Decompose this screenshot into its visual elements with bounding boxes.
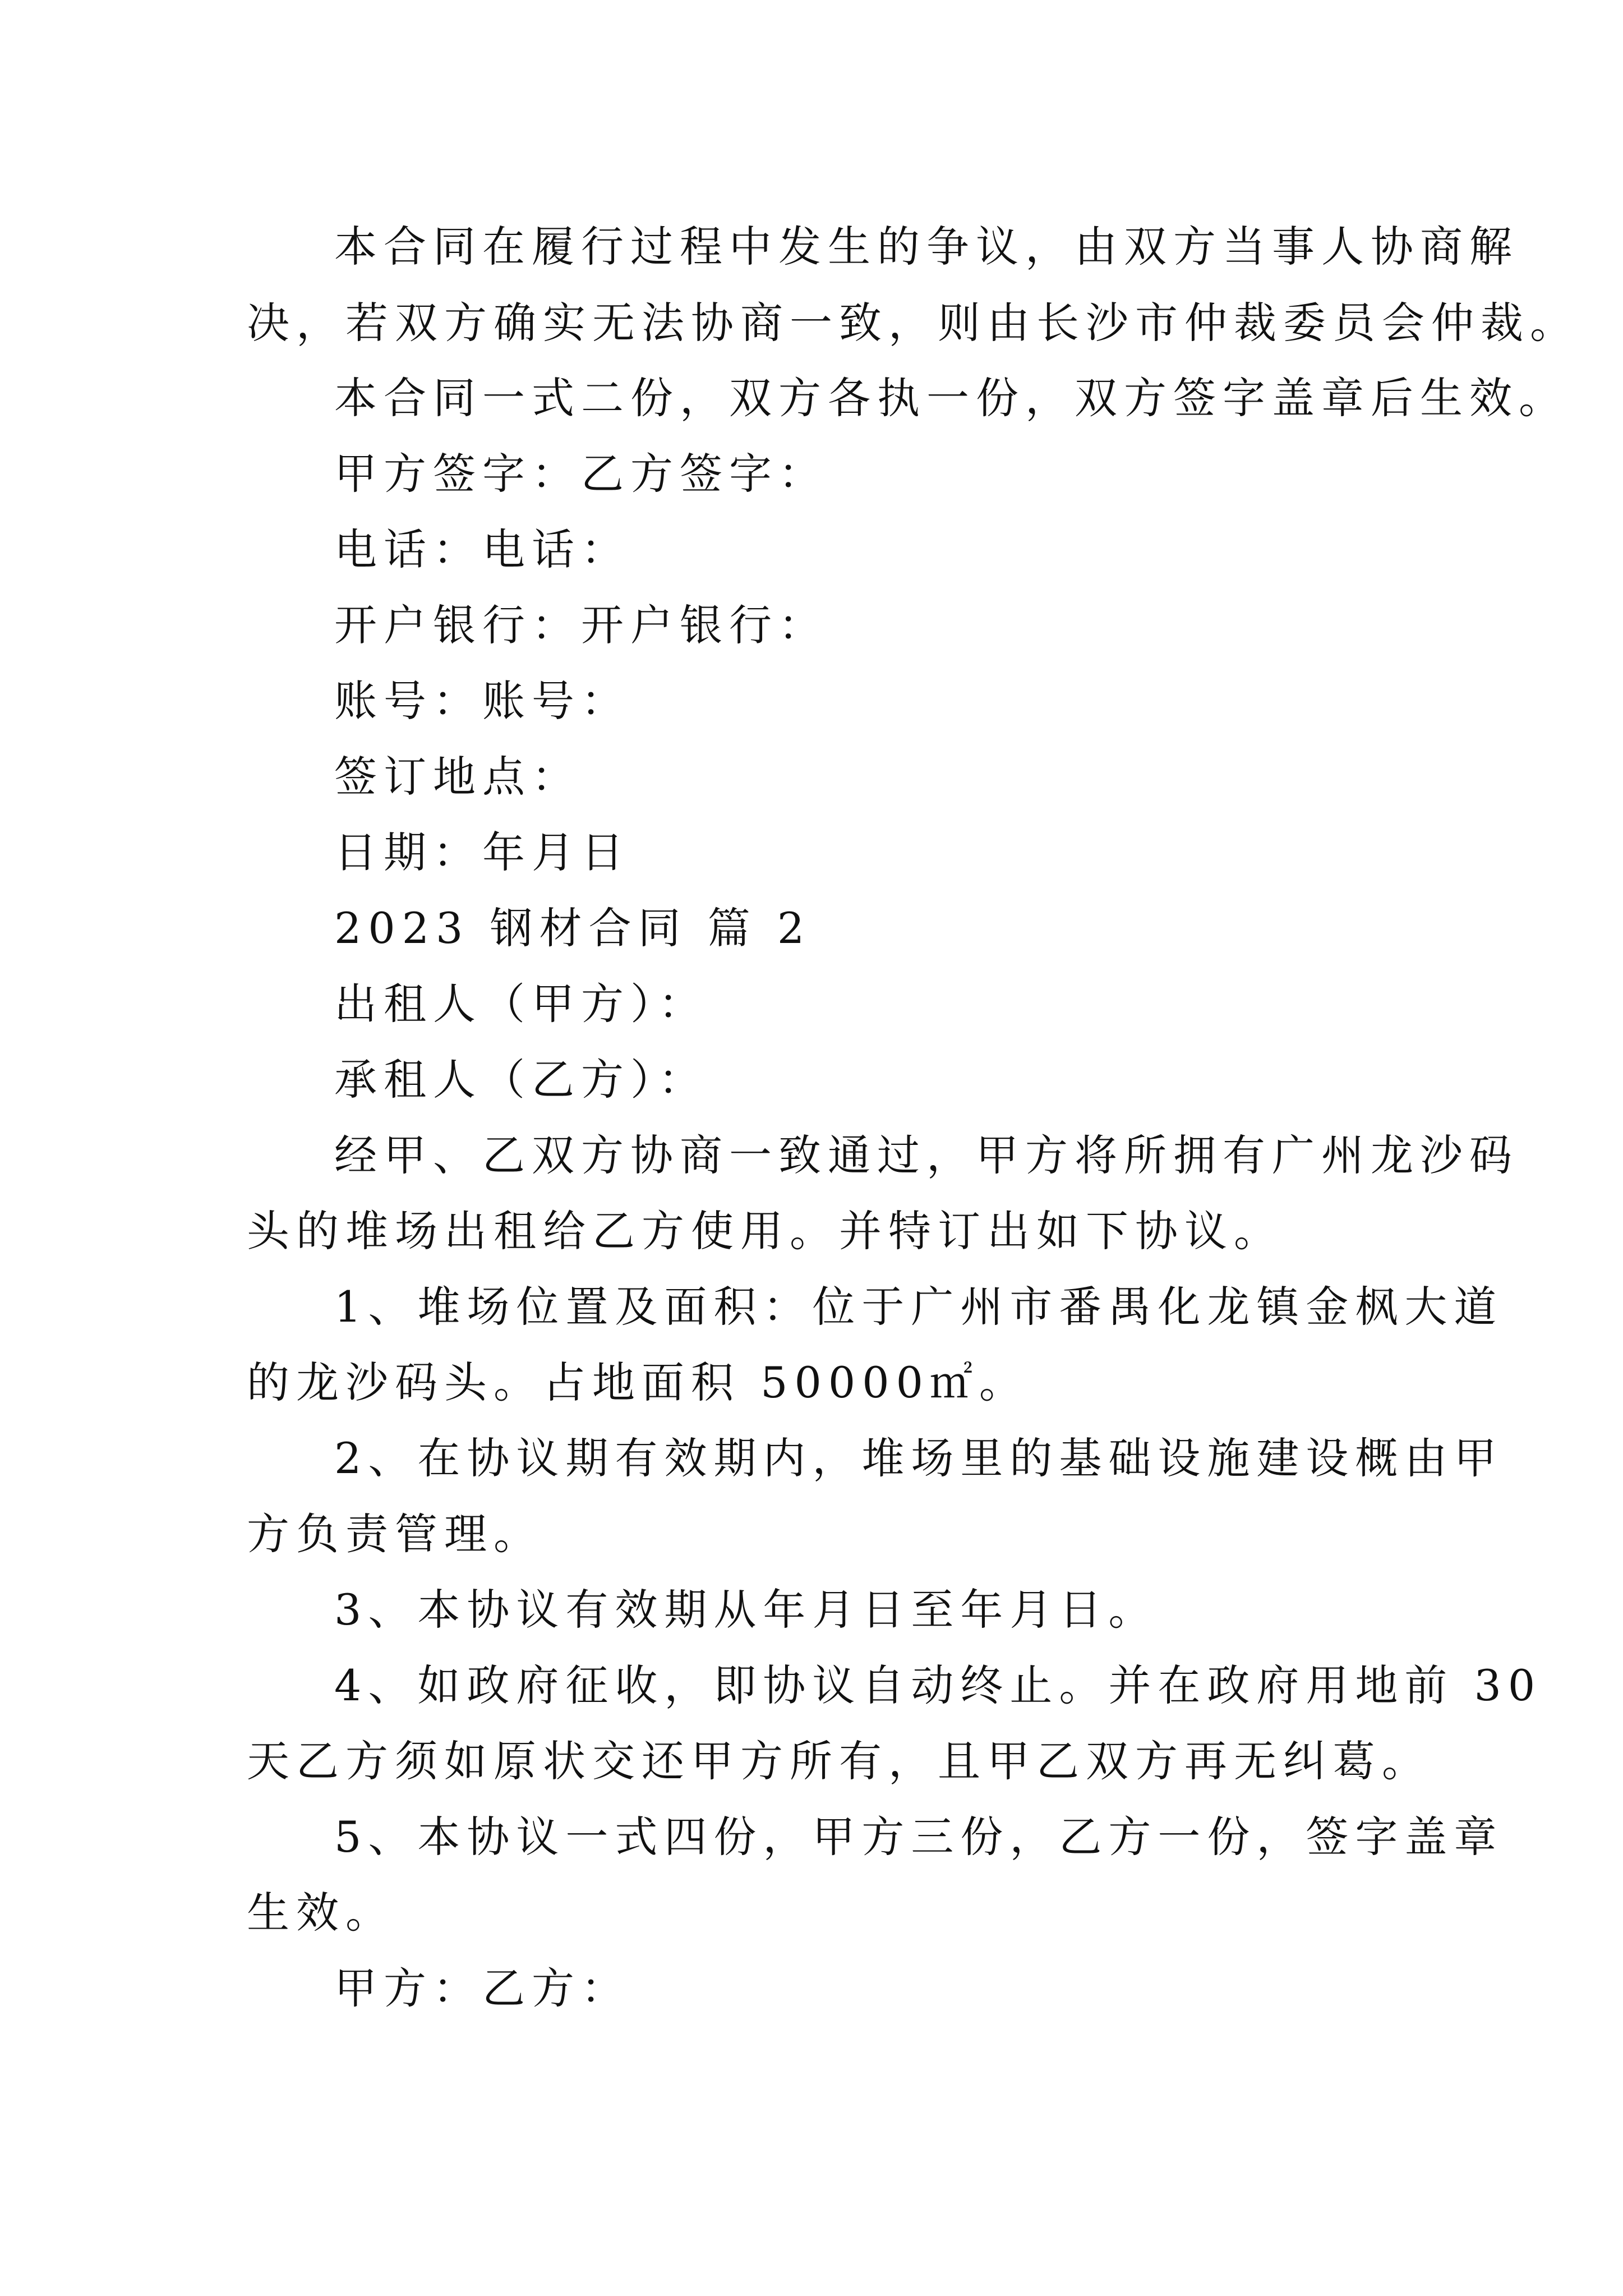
section-heading: 2023 钢材合同 篇 2 [334, 903, 811, 953]
lessee-line: 承租人（乙方）： [334, 1055, 708, 1105]
clause-line: 5、本协议一式四份，甲方三份，乙方一份，签字盖章 [334, 1812, 1504, 1862]
account-line: 账号：账号： [334, 676, 630, 726]
phone-line: 电话：电话： [334, 524, 630, 574]
signing-place-line: 签订地点： [334, 752, 581, 802]
clause-line: 3、本协议有效期从年月日至年月日。 [334, 1585, 1158, 1635]
date-line: 日期：年月日 [334, 827, 630, 877]
paragraph-line: 头的堆场出租给乙方使用。并特订出如下协议。 [247, 1206, 1283, 1256]
paragraph-line: 经甲、乙双方协商一致通过，甲方将所拥有广州龙沙码 [334, 1130, 1519, 1180]
bank-line: 开户银行：开户银行： [334, 600, 828, 650]
paragraph-line: 本合同一式二份，双方各执一份，双方签字盖章后生效。 [334, 373, 1568, 423]
lessor-line: 出租人（甲方）： [334, 979, 708, 1029]
clause-line: 生效。 [247, 1888, 395, 1938]
clause-line: 1、堆场位置及面积：位于广州市番禺化龙镇金枫大道 [334, 1282, 1504, 1332]
party-signature-line: 甲方：乙方： [334, 1963, 630, 2013]
clause-line: 天乙方须如原状交还甲方所有，且甲乙双方再无纠葛。 [247, 1736, 1431, 1786]
clause-line: 方负责管理。 [247, 1509, 543, 1559]
paragraph-line: 决，若双方确实无法协商一致，则由长沙市仲裁委员会仲裁。 [247, 298, 1579, 348]
clause-line: 的龙沙码头。占地面积 50000㎡。 [247, 1358, 1029, 1407]
clause-line: 4、如政府征收，即协议自动终止。并在政府用地前 30 [334, 1660, 1542, 1710]
clause-line: 2、在协议期有效期内，堆场里的基础设施建设概由甲 [334, 1433, 1504, 1483]
signature-line: 甲方签字：乙方签字： [334, 449, 828, 499]
paragraph-line: 本合同在履行过程中发生的争议，由双方当事人协商解 [334, 222, 1519, 272]
